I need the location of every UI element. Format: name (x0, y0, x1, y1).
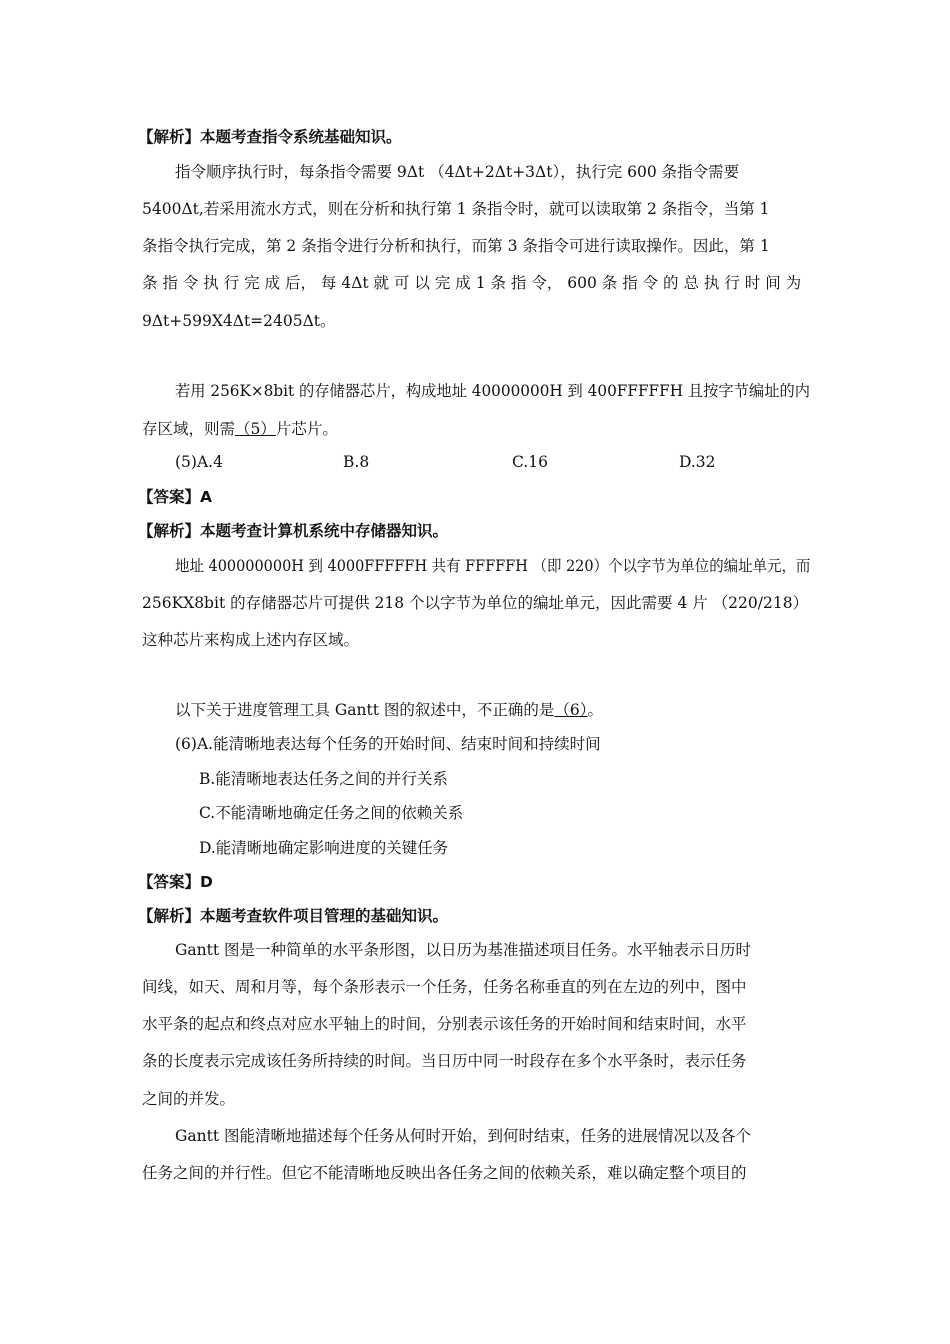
q6-option-c: C.不能清晰地确定任务之间的依赖关系 (199, 804, 464, 822)
q6-para1-line: 之间的并发。 (142, 1090, 236, 1108)
q6-para1-line: 条的长度表示完成该任务所持续的时间。当日历中同一时段存在多个水平条时，表示任务 (142, 1052, 747, 1070)
q6-option-d: D.能清晰地确定影响进度的关键任务 (199, 839, 449, 857)
q4-analysis-heading: 【解析】本题考查指令系统基础知识。 (138, 128, 402, 146)
q6-para2-line: 任务之间的并行性。但它不能清晰地反映出各任务之间的依赖关系，难以确定整个项目的 (142, 1164, 747, 1182)
q6-option-a: (6)A.能清晰地表达每个任务的开始时间、结束时间和持续时间 (175, 735, 601, 753)
q5-option-a: (5)A.4 (175, 453, 223, 471)
q5-option-d: D.32 (679, 453, 716, 471)
q6-para2-line: Gantt 图能清晰地描述每个任务从何时开始，到何时结束，任务的进展情况以及各个 (175, 1127, 751, 1145)
q6-analysis-heading: 【解析】本题考查软件项目管理的基础知识。 (138, 907, 449, 925)
q4-analysis-line: 指令顺序执行时，每条指令需要 9Δt （4Δt+2Δt+3Δt），执行完 600 条指令需要 (175, 163, 740, 181)
q6-answer: 【答案】D (138, 873, 213, 891)
q5-option-c: C.16 (512, 453, 548, 471)
q5-analysis-heading: 【解析】本题考查计算机系统中存储器知识。 (138, 522, 449, 540)
q5-analysis-line: 这种芯片来构成上述内存区域。 (142, 631, 360, 649)
q5-analysis-line: 256KX8bit 的存储器芯片可提供 218 个以字节为单位的编址单元，因此需要 4 片 （220/218） (142, 594, 809, 612)
q6-stem: 以下关于进度管理工具 Gantt 图的叙述中，不正确的是（6）。 (175, 701, 604, 719)
q6-para1-line: 水平条的起点和终点对应水平轴上的时间，分别表示该任务的开始时间和结束时间，水平 (142, 1015, 747, 1033)
q6-blank: （6） (554, 701, 588, 719)
q6-para1-line: Gantt 图是一种简单的水平条形图，以日历为基准描述项目任务。水平轴表示日历时 (175, 941, 751, 959)
q4-analysis-line: 9Δt+599X4Δt=2405Δt。 (142, 312, 336, 330)
q5-blank: （5） (235, 420, 276, 438)
q5-option-b: B.8 (343, 453, 370, 471)
q5-stem-line2: 存区域，则需（5）片芯片。 (142, 420, 338, 438)
q4-analysis-line: 5400Δt,若采用流水方式，则在分析和执行第 1 条指令时，就可以读取第 2 条指令，当第 1 (142, 200, 770, 218)
q4-analysis-line: 条 指 令 执 行 完 成 后， 每 4Δt 就 可 以 完 成 1 条 指 令， 600 条 指 令 的 总 执 行 时 间 为 (142, 274, 802, 292)
q5-analysis-line: 地址 400000000H 到 4000FFFFFH 共有 FFFFFH （即 220）个以字节为单位的编址单元，而 (175, 557, 811, 575)
q5-stem-line1: 若用 256K×8bit 的存储器芯片，构成地址 40000000H 到 400FFFFFH 且按字节编址的内 (175, 382, 810, 400)
q5-answer: 【答案】A (138, 488, 212, 506)
q4-analysis-line: 条指令执行完成，第 2 条指令进行分析和执行，而第 3 条指令可进行读取操作。因此，第 1 (142, 237, 770, 255)
q6-option-b: B.能清晰地表达任务之间的并行关系 (199, 770, 448, 788)
q6-para1-line: 间线，如天、周和月等，每个条形表示一个任务，任务名称垂直的列在左边的列中，图中 (142, 978, 747, 996)
